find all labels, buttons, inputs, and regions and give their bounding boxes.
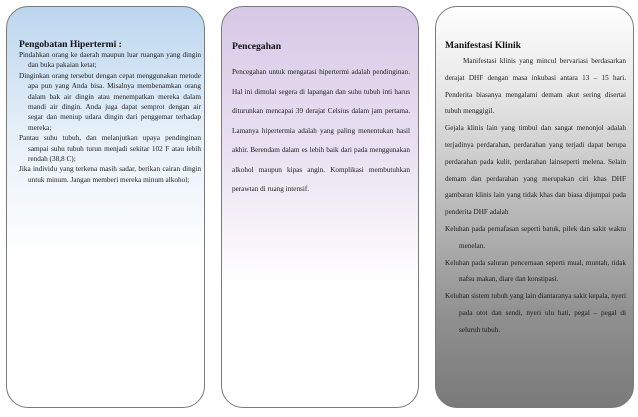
manifestation-intro: Manifestasi klinis yang mincul bervariasi berdasarkan derajat DHF dengan masa inkubasi antara 13 – 15 hari. Penderita biasanya mengalami demam akut sering disertai tubuh menggigil. [445,57,626,116]
list-item: Keluhan pada saluran pencernaan seperti mual, muntah, tidak nafsu makan, diare dan konstipasi. [445,258,626,284]
panel-manifestasi [435,6,634,408]
list-item: Keluhan pada pernafasan seperti batuk, pilek dan sakit waktu menelan. [445,224,626,250]
list-item: Pantau suhu tubuh, dan melanjutkan upaya pendinginan sampai suhu tubuh turun menjadi sekitar 102 F atau lebih rendah (38,8 C); [19,134,201,164]
list-item: Keluhan sistem tubuh yang lain diantaranya sakit kepala, nyeri pada otot dan sendi, nyeri ulu hati, pegal – pegal di seluruh tubuh. [445,292,626,334]
manifestation-body [445,53,626,339]
panel-title-manifestasi: Manifestasi Klinik [445,40,521,51]
prevention-text: Pencegahan untuk mengatasi hipertermi adalah pendinginan. Hal ini dimulai segera di lapangan dan suhu tubuh inti harus diturunkan mencapai 39 derajat Celsius dalam jam pertama. Lamanya hipertermia adalah yang paling menentukan hasil akhir. Berendam dalam es lebih baik dari pada menggunakan alkohol maupun kipas angin. Komplikasi membutuhkan perawtan di ruang intensif. [232,68,410,194]
manifestation-paragraph: Gejala klinis lain yang timbul dan sangat menonjol adalah terjadinya perdarahan, perdarahan yang terjadi dapat berupa perdarahan pada kulit, perdarahan lainseperti melena. Selain demam dan perdarahan yang merupakan ciri khas DHF gambaran klinis lain yang tidak khas dan biasa dijumpai pada penderita DHF adalah [445,124,626,217]
panel-title-pencegahan: Pencegahan [232,41,282,52]
panel-title-pengobatan: Pengobatan Hipertermi : [19,39,122,50]
panel-pencegahan [221,6,419,408]
list-item: Pindahkan orang ke daerah maupun luar ruangan yang dingin dan buka pakaian ketat; [19,51,201,70]
list-item: Dinginkan orang tersebut dengan cepat menggunakan metode apa pun yang Anda bisa. Misalnya membenamkan orang dalam bak air dingin atau menempatkan mereka dalam mandi air dingin. Anda juga dapat semprot dengan air segar dan meniup udara dingin dari penggemar terhadap mereka; [19,71,201,132]
list-item: Jika individu yang terkena masih sadar, berikan cairan dingin untuk minum. Jangan memberi mereka minum alkohol; [19,165,201,184]
treatment-list [19,50,201,185]
panel-pengobatan [6,6,205,408]
